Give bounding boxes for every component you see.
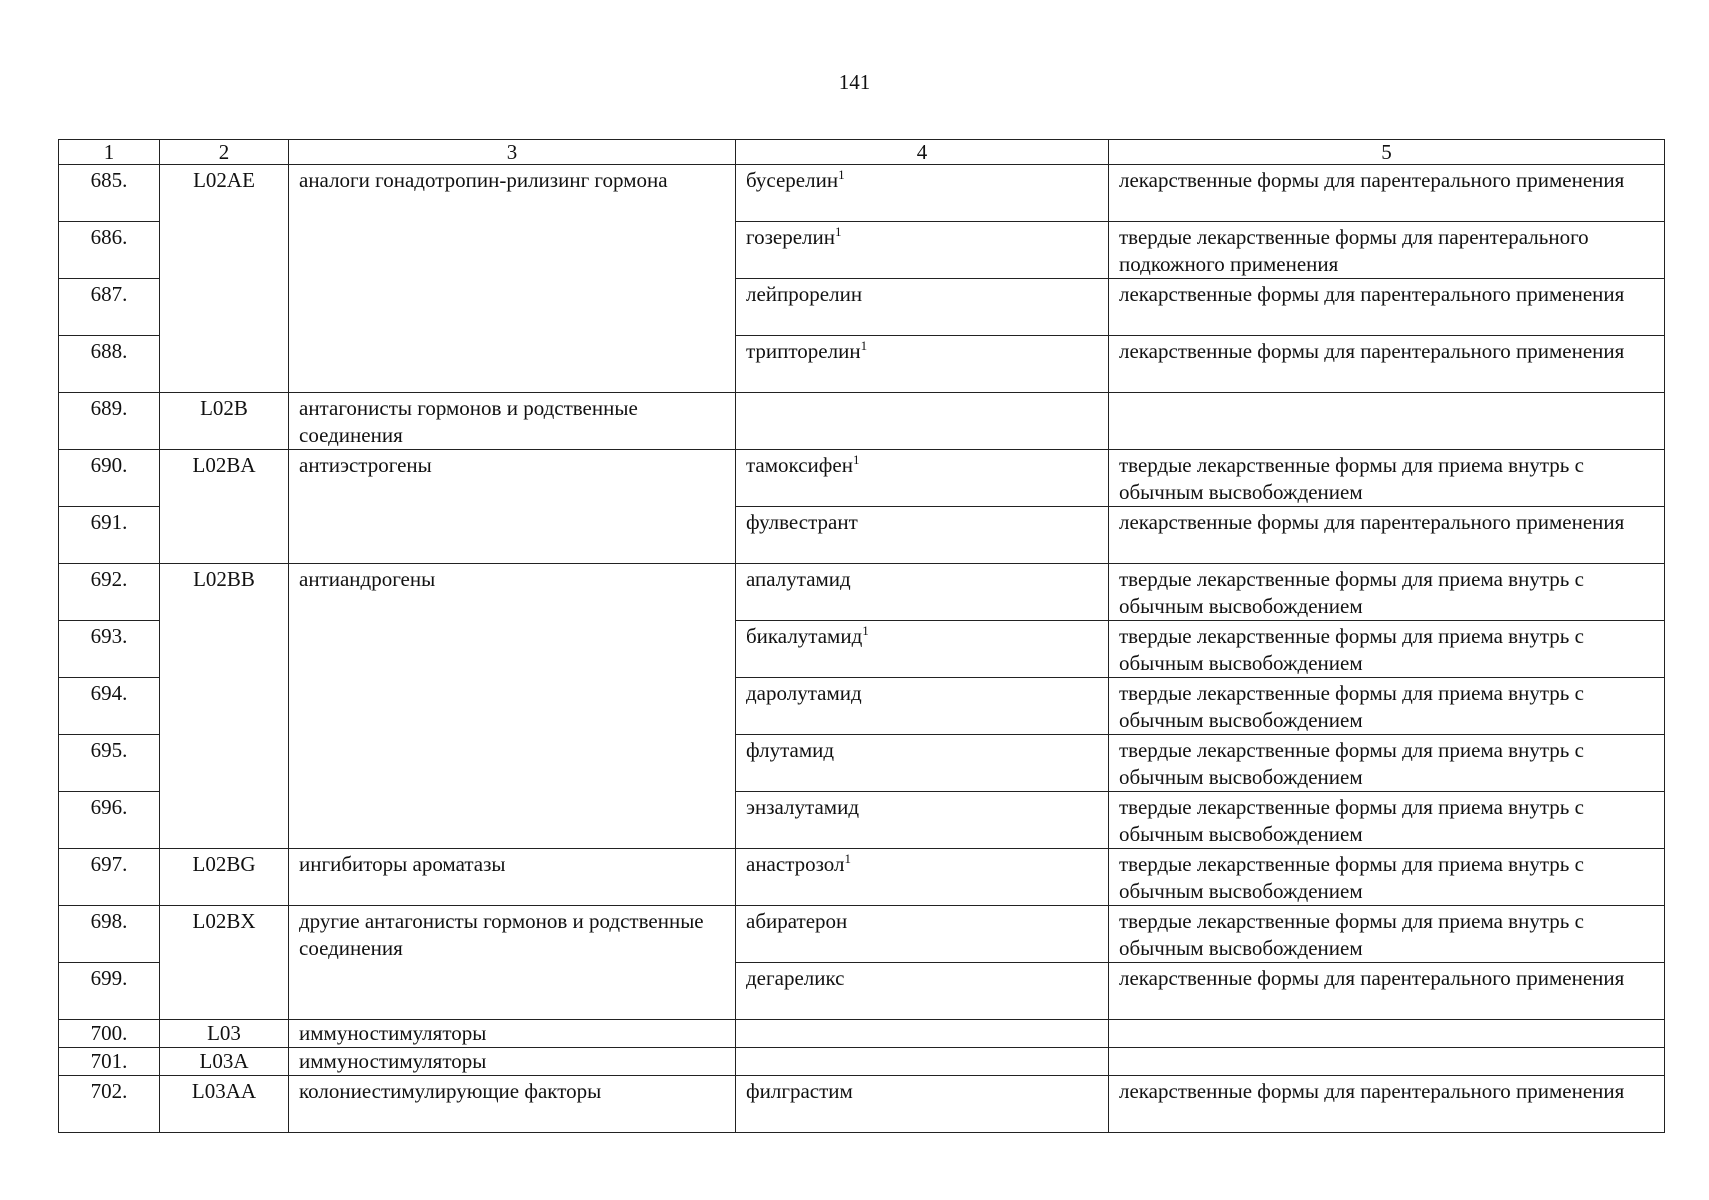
drug-name: гозерелин <box>746 225 835 249</box>
group-name: ингибиторы ароматазы <box>289 849 736 906</box>
footnote-mark: 1 <box>860 338 868 353</box>
table-row <box>59 1020 1665 1048</box>
drug-cell <box>736 222 1109 279</box>
table-row <box>59 564 1665 621</box>
drug-name: даролутамид <box>746 681 862 705</box>
atc-code: L02BX <box>160 906 289 1020</box>
table-row <box>59 165 1665 222</box>
drug-name: лейпрорелин <box>746 282 863 306</box>
footnote-mark: 1 <box>862 623 869 638</box>
dosage-form: твердые лекарственные формы для приема внутрь с обычным высвобождением <box>1109 621 1665 678</box>
dosage-form: твердые лекарственные формы для приема внутрь с обычным высвобождением <box>1109 678 1665 735</box>
drug-cell <box>736 1020 1109 1048</box>
group-name: антагонисты гормонов и родственные соединения <box>289 393 736 450</box>
group-name: другие антагонисты гормонов и родственные соединения <box>289 906 736 1020</box>
atc-code: L02BB <box>160 564 289 849</box>
group-name: колониестимулирующие факторы <box>289 1076 736 1133</box>
drug-name: бусерелин <box>746 168 839 192</box>
table-row <box>59 1076 1665 1133</box>
header-cell: 4 <box>736 140 1109 165</box>
drug-cell <box>736 792 1109 849</box>
group-name: антиандрогены <box>289 564 736 849</box>
drug-cell <box>736 963 1109 1020</box>
row-number: 697. <box>59 849 160 906</box>
drug-cell <box>736 735 1109 792</box>
drug-cell <box>736 450 1109 507</box>
row-number: 696. <box>59 792 160 849</box>
drug-name: апалутамид <box>746 567 851 591</box>
atc-code: L02BG <box>160 849 289 906</box>
row-number: 690. <box>59 450 160 507</box>
header-cell: 5 <box>1109 140 1665 165</box>
atc-code: L02AE <box>160 165 289 393</box>
dosage-form: твердые лекарственные формы для приема внутрь с обычным высвобождением <box>1109 450 1665 507</box>
drug-cell <box>736 1048 1109 1076</box>
footnote-mark: 1 <box>834 224 842 239</box>
dosage-form <box>1109 393 1665 450</box>
drug-cell <box>736 393 1109 450</box>
row-number: 699. <box>59 963 160 1020</box>
group-name: антиэстрогены <box>289 450 736 564</box>
drug-cell <box>736 849 1109 906</box>
header-cell: 2 <box>160 140 289 165</box>
row-number: 691. <box>59 507 160 564</box>
dosage-form: твердые лекарственные формы для приема внутрь с обычным высвобождением <box>1109 906 1665 963</box>
dosage-form: лекарственные формы для парентерального применения <box>1109 507 1665 564</box>
row-number: 702. <box>59 1076 160 1133</box>
dosage-form: лекарственные формы для парентерального применения <box>1109 336 1665 393</box>
dosage-form: твердые лекарственные формы для приема внутрь с обычным высвобождением <box>1109 792 1665 849</box>
dosage-form: твердые лекарственные формы для приема внутрь с обычным высвобождением <box>1109 564 1665 621</box>
dosage-form: твердые лекарственные формы для парентерального подкожного применения <box>1109 222 1665 279</box>
group-name: аналоги гонадотропин-рилизинг гормона <box>289 165 736 393</box>
atc-code: L03A <box>160 1048 289 1076</box>
drug-cell <box>736 906 1109 963</box>
table-row <box>59 450 1665 507</box>
footnote-mark: 1 <box>838 167 845 182</box>
drug-name: анастрозол <box>746 852 845 876</box>
drug-cell <box>736 336 1109 393</box>
header-cell: 1 <box>59 140 160 165</box>
group-name: иммуностимуляторы <box>289 1020 736 1048</box>
dosage-form: лекарственные формы для парентерального применения <box>1109 963 1665 1020</box>
medicines-table <box>58 139 1665 1133</box>
drug-name: тамоксифен <box>746 453 853 477</box>
footnote-mark: 1 <box>844 851 852 866</box>
row-number: 692. <box>59 564 160 621</box>
dosage-form: лекарственные формы для парентерального применения <box>1109 279 1665 336</box>
atc-code: L03 <box>160 1020 289 1048</box>
row-number: 693. <box>59 621 160 678</box>
footnote-mark: 1 <box>852 452 860 467</box>
drug-cell <box>736 279 1109 336</box>
drug-name: филграстим <box>746 1079 853 1103</box>
drug-cell <box>736 507 1109 564</box>
dosage-form: твердые лекарственные формы для приема внутрь с обычным высвобождением <box>1109 849 1665 906</box>
drug-name: фулвестрант <box>746 510 858 534</box>
row-number: 701. <box>59 1048 160 1076</box>
drug-name: бикалутамид <box>746 624 863 648</box>
drug-name: абиратерон <box>746 909 848 933</box>
page-number: 141 <box>838 70 871 94</box>
atc-code: L02B <box>160 393 289 450</box>
row-number: 700. <box>59 1020 160 1048</box>
group-name: иммуностимуляторы <box>289 1048 736 1076</box>
drug-cell <box>736 1076 1109 1133</box>
row-number: 689. <box>59 393 160 450</box>
drug-cell <box>736 621 1109 678</box>
dosage-form: твердые лекарственные формы для приема внутрь с обычным высвобождением <box>1109 735 1665 792</box>
row-number: 685. <box>59 165 160 222</box>
atc-code: L03AA <box>160 1076 289 1133</box>
atc-code: L02BA <box>160 450 289 564</box>
dosage-form <box>1109 1048 1665 1076</box>
table-header-row <box>59 140 1665 165</box>
drug-cell <box>736 564 1109 621</box>
drug-cell <box>736 678 1109 735</box>
drug-name: дегареликс <box>746 966 845 990</box>
row-number: 687. <box>59 279 160 336</box>
table-row <box>59 1048 1665 1076</box>
dosage-form: лекарственные формы для парентерального применения <box>1109 165 1665 222</box>
drug-name: энзалутамид <box>746 795 859 819</box>
dosage-form <box>1109 1020 1665 1048</box>
row-number: 695. <box>59 735 160 792</box>
header-cell: 3 <box>289 140 736 165</box>
row-number: 686. <box>59 222 160 279</box>
dosage-form: лекарственные формы для парентерального применения <box>1109 1076 1665 1133</box>
table-row <box>59 906 1665 963</box>
row-number: 688. <box>59 336 160 393</box>
table-row <box>59 393 1665 450</box>
drug-name: трипторелин <box>746 339 861 363</box>
row-number: 698. <box>59 906 160 963</box>
row-number: 694. <box>59 678 160 735</box>
drug-name: флутамид <box>746 738 835 762</box>
drug-cell <box>736 165 1109 222</box>
table-row <box>59 849 1665 906</box>
